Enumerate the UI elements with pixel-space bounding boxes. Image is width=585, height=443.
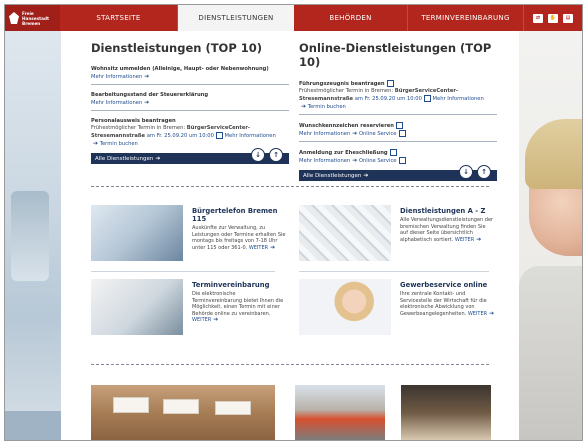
paper-pile-image bbox=[299, 205, 391, 261]
bottom-image-traffic[interactable] bbox=[295, 385, 385, 440]
weiter-link[interactable]: WEITER bbox=[192, 317, 212, 323]
tile-text bbox=[192, 281, 287, 324]
list-item bbox=[299, 120, 497, 142]
location-name: BürgerServiceCenter- bbox=[394, 88, 459, 94]
item-title-text: Anmeldung zur Eheschließung bbox=[299, 150, 388, 156]
arrow-right-icon: ➔ bbox=[301, 103, 307, 110]
external-link-icon bbox=[399, 130, 406, 137]
tile-text bbox=[400, 207, 495, 243]
list-item bbox=[91, 116, 289, 151]
list-item bbox=[91, 64, 289, 85]
nav-startseite[interactable]: STARTSEITE bbox=[60, 5, 178, 31]
scroll-down-icon[interactable]: ↓ bbox=[251, 148, 265, 162]
more-info-link[interactable]: Mehr Informationen bbox=[224, 133, 276, 139]
tile-body bbox=[400, 291, 495, 317]
item-title bbox=[299, 80, 497, 88]
nav-terminvereinbarung[interactable]: TERMINVEREINBARUNG bbox=[408, 5, 524, 31]
tile-body-text: Ihre zentrale Kontakt- und Servicestelle der Wirtschaft für die elektronische Abwicklung von Gewerbeangelegenheiten. bbox=[400, 291, 487, 317]
scroll-up-icon[interactable]: ↑ bbox=[269, 148, 283, 162]
top10-services bbox=[91, 41, 289, 164]
more-info-link[interactable]: Mehr Informationen bbox=[299, 131, 351, 137]
section-divider bbox=[91, 364, 489, 365]
all-services-link[interactable]: Alle Dienstleistungen bbox=[303, 173, 362, 179]
tile-title[interactable]: Terminvereinbarung bbox=[192, 281, 270, 289]
item-title bbox=[299, 122, 497, 130]
handshake-image bbox=[91, 279, 183, 335]
item-title-text: Wunschkennzeichen reservieren bbox=[299, 123, 394, 129]
appointment-date: am Fr. 25.09.20 um 10:00 bbox=[146, 133, 214, 139]
list-item bbox=[91, 90, 289, 111]
tile-body-text: Auskünfte zur Verwaltung, zu Leistungen oder Termine erhalten Sie montags bis freitags von 7-18 Uhr unter 115 oder 361-0. bbox=[192, 225, 286, 251]
tile-gewerbeservice[interactable] bbox=[299, 279, 497, 337]
section-title: Online-Dienstleistungen (TOP 10) bbox=[299, 41, 492, 69]
more-info-link[interactable]: Mehr Informationen bbox=[91, 100, 143, 106]
background-woman-image bbox=[519, 31, 582, 440]
placard bbox=[215, 401, 251, 415]
book-appointment-link[interactable]: Termin buchen bbox=[99, 141, 138, 147]
weiter-link[interactable]: WEITER bbox=[467, 310, 488, 317]
external-link-icon bbox=[424, 95, 431, 102]
tile-divider bbox=[91, 271, 275, 272]
external-link-icon bbox=[390, 149, 397, 156]
top-navigation bbox=[5, 5, 582, 31]
tile-title[interactable]: Dienstleistungen A - Z bbox=[400, 207, 486, 215]
arrow-right-icon: ➔ bbox=[352, 157, 358, 164]
arrow-right-icon: ➔ bbox=[363, 172, 369, 179]
external-link-icon bbox=[399, 157, 406, 164]
tile-body-text: Alle Verwaltungsdienstleistungen der bremischen Verwaltung finden Sie auf dieser Seite übersichtlich alphabetisch sortiert. bbox=[400, 217, 494, 243]
arrow-right-icon: ➔ bbox=[213, 316, 219, 323]
tile-body-text: Die elektronische Terminvereinbarung bietet Ihnen die Möglichkeit, einen Termin mit einer Behörde online zu vereinbaren. bbox=[192, 291, 284, 317]
appointment-label: Frühestmöglicher Termin in Bremen: bbox=[91, 125, 186, 131]
nav-icon-group bbox=[524, 5, 582, 31]
browser-frame bbox=[4, 4, 583, 441]
tile-title[interactable]: Gewerbeservice online bbox=[400, 281, 488, 289]
section-divider bbox=[91, 186, 489, 187]
book-appointment-link[interactable]: Termin buchen bbox=[307, 104, 346, 110]
appointment-date: am Fr. 25.09.20 um 10:00 bbox=[354, 96, 422, 102]
placard bbox=[113, 397, 149, 413]
bremen-logo[interactable] bbox=[5, 5, 60, 31]
weiter-link[interactable]: WEITER bbox=[248, 244, 269, 251]
item-title: Bearbeitungsstand der Steuererklärung bbox=[91, 92, 209, 98]
scroll-down-icon[interactable]: ↓ bbox=[459, 165, 473, 179]
scroll-up-icon[interactable]: ↑ bbox=[477, 165, 491, 179]
item-title-text: Führungszeugnis beantragen bbox=[299, 81, 385, 87]
scroll-buttons bbox=[459, 165, 491, 179]
tile-buergertelefon[interactable] bbox=[91, 205, 289, 263]
callcenter-image bbox=[91, 205, 183, 261]
external-link-icon bbox=[216, 132, 223, 139]
tile-terminvereinbarung[interactable] bbox=[91, 279, 289, 337]
background-shape bbox=[11, 191, 49, 281]
background-left-image bbox=[5, 31, 61, 440]
top10-online-services bbox=[299, 41, 497, 181]
location-name: Stresemannstraße bbox=[91, 133, 146, 139]
scroll-buttons bbox=[251, 148, 283, 162]
arrow-right-icon: ➔ bbox=[476, 235, 482, 243]
gewerbeservice-image bbox=[299, 279, 391, 335]
tile-title[interactable]: Bürgertelefon Bremen 115 bbox=[192, 207, 278, 223]
placard bbox=[163, 399, 199, 414]
online-service-link[interactable]: Online Service bbox=[358, 158, 397, 164]
tile-text bbox=[400, 281, 495, 317]
location-name: BürgerServiceCenter- bbox=[186, 125, 251, 131]
nav-behoerden[interactable]: BEHÖRDEN bbox=[294, 5, 408, 31]
logo-line: Hansestadt bbox=[22, 15, 49, 21]
bremen-key-icon bbox=[9, 12, 19, 24]
location-name: Stresemannstraße bbox=[299, 96, 354, 102]
main-content bbox=[61, 31, 519, 440]
arrow-right-icon: ➔ bbox=[144, 99, 150, 106]
item-title bbox=[299, 149, 497, 157]
all-services-bar[interactable] bbox=[91, 150, 289, 164]
background-shape bbox=[5, 411, 61, 440]
woman-shoulder bbox=[519, 266, 582, 440]
arrow-right-icon: ➔ bbox=[93, 140, 99, 147]
external-link-icon bbox=[387, 80, 394, 87]
more-info-link[interactable]: Mehr Informationen bbox=[91, 74, 143, 80]
item-title: Wohnsitz ummelden (Alleinige, Haupt- oder Nebenwohnung) bbox=[91, 66, 269, 72]
easy-language-icon[interactable]: ▤ bbox=[563, 14, 573, 23]
item-title: Personalausweis beantragen bbox=[91, 118, 176, 124]
sign-language-icon[interactable]: ✋ bbox=[549, 14, 557, 21]
tile-text bbox=[192, 207, 287, 251]
arrow-right-icon: ➔ bbox=[270, 243, 276, 251]
appointment-label: Frühestmöglicher Termin in Bremen: bbox=[299, 88, 394, 94]
bottom-image-counter[interactable] bbox=[91, 385, 275, 440]
share-icon[interactable]: ⇄ bbox=[533, 14, 543, 23]
tile-body bbox=[192, 291, 287, 324]
arrow-right-icon: ➔ bbox=[155, 155, 161, 162]
arrow-right-icon: ➔ bbox=[352, 130, 358, 137]
more-info-link[interactable]: Mehr Informationen bbox=[299, 158, 351, 164]
woman-hair bbox=[525, 119, 583, 189]
weiter-link[interactable]: WEITER bbox=[454, 236, 475, 243]
nav-dienstleistungen[interactable]: DIENSTLEISTUNGEN bbox=[178, 5, 294, 31]
bottom-image-luggage[interactable] bbox=[401, 385, 491, 440]
tile-body bbox=[192, 225, 287, 251]
logo-line: Freie bbox=[22, 10, 34, 16]
logo-line: Bremen bbox=[22, 20, 41, 26]
external-link-icon bbox=[396, 122, 403, 129]
arrow-right-icon: ➔ bbox=[144, 73, 150, 80]
arrow-right-icon: ➔ bbox=[489, 309, 495, 317]
logo-text bbox=[22, 11, 49, 26]
list-item bbox=[299, 78, 497, 115]
all-services-bar[interactable] bbox=[299, 167, 497, 181]
tile-dienstleistungen-az[interactable] bbox=[299, 205, 497, 263]
tile-body bbox=[400, 217, 495, 243]
more-info-link[interactable]: Mehr Informationen bbox=[432, 96, 484, 102]
tile-divider bbox=[299, 271, 489, 272]
section-title: Dienstleistungen (TOP 10) bbox=[91, 41, 263, 55]
online-service-link[interactable]: Online Service bbox=[358, 131, 397, 137]
all-services-link[interactable]: Alle Dienstleistungen bbox=[95, 156, 154, 162]
